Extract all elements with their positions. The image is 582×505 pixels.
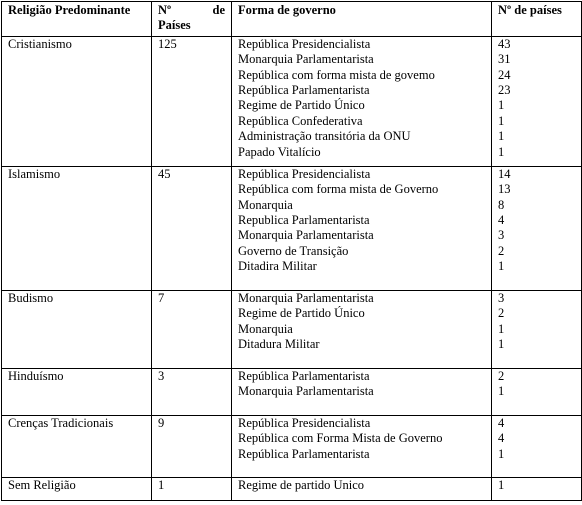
government-form: República Parlamentarista [238, 83, 370, 98]
government-form: Ditadura Militar [238, 337, 320, 352]
government-count: 1 [498, 477, 505, 492]
government-forms-cell [232, 36, 492, 166]
government-count: 14 [498, 166, 511, 181]
countries-cell: 7 [152, 290, 232, 368]
government-forms-cell [232, 415, 492, 477]
government-form: Regime de partido Unico [238, 477, 365, 492]
government-form: Papado Vitalício [238, 144, 321, 159]
government-count: 4 [498, 213, 505, 228]
table-header-row [2, 2, 582, 37]
government-form: Ditadira Militar [238, 259, 317, 274]
religion-cell: Budismo [2, 290, 152, 368]
government-count: 1 [498, 321, 505, 336]
government-form: Administração transitória da ONU [238, 129, 411, 144]
government-count: 4 [498, 431, 505, 446]
religion-cell: Sem Religião [2, 477, 152, 500]
government-form: Monarquia Parlamentarista [238, 290, 374, 305]
government-count: 3 [498, 290, 505, 305]
government-form: Governo de Transição [238, 243, 349, 258]
government-count: 1 [498, 113, 505, 128]
government-count: 1 [498, 98, 505, 113]
government-count: 2 [498, 306, 505, 321]
government-count: 4 [498, 415, 505, 430]
government-forms-cell [232, 368, 492, 415]
religion-cell: Cristianismo [2, 36, 152, 166]
government-forms-cell [232, 166, 492, 290]
government-counts-cell [492, 290, 582, 368]
government-count: 13 [498, 182, 511, 197]
government-form: Regime de Partido Único [238, 98, 365, 113]
government-count: 8 [498, 197, 505, 212]
government-count: 2 [498, 368, 505, 383]
header-countries [152, 2, 232, 37]
government-form: Monarquia Parlamentarista [238, 384, 374, 399]
table-row [2, 36, 582, 166]
government-count: 31 [498, 52, 511, 67]
government-form: República Presidencialista [238, 36, 371, 51]
header-government: Forma de governo [232, 2, 492, 37]
header-countries-paises: Países [158, 18, 191, 33]
government-form: República Presidencialista [238, 166, 371, 181]
religion-cell: Hinduísmo [2, 368, 152, 415]
countries-cell: 125 [152, 36, 232, 166]
government-count: 2 [498, 243, 505, 258]
government-form: Monarquia Parlamentarista [238, 228, 374, 243]
government-count: 1 [498, 144, 505, 159]
government-counts-cell [492, 477, 582, 500]
government-form: República com forma mista de govemo [238, 67, 435, 82]
government-count: 43 [498, 36, 511, 51]
government-count: 1 [498, 384, 505, 399]
government-form: República Presidencialista [238, 415, 371, 430]
government-count: 3 [498, 228, 505, 243]
government-form: Monarquia [238, 321, 293, 336]
government-form: República com Forma Mista de Governo [238, 431, 443, 446]
government-count: 1 [498, 129, 505, 144]
header-countries-de: de [212, 3, 225, 17]
government-form: Republica Parlamentarista [238, 213, 370, 228]
header-countries-number: Nº [158, 3, 172, 17]
header-religion: Religião Predominante [2, 2, 152, 37]
government-count: 1 [498, 446, 505, 461]
government-counts-cell [492, 415, 582, 477]
table-row [2, 290, 582, 368]
government-counts-cell [492, 166, 582, 290]
header-count: Nº de países [492, 2, 582, 37]
table-row [2, 477, 582, 500]
table-row [2, 166, 582, 290]
religion-cell: Islamismo [2, 166, 152, 290]
government-count: 1 [498, 337, 505, 352]
government-count: 23 [498, 83, 511, 98]
government-counts-cell [492, 368, 582, 415]
government-count: 1 [498, 259, 505, 274]
government-form: Regime de Partido Único [238, 306, 365, 321]
government-form: República Parlamentarista [238, 446, 370, 461]
religion-government-table [1, 1, 582, 501]
countries-cell: 3 [152, 368, 232, 415]
government-forms-cell [232, 477, 492, 500]
countries-cell: 45 [152, 166, 232, 290]
countries-cell: 1 [152, 477, 232, 500]
government-form: República Confederativa [238, 113, 363, 128]
religion-cell: Crenças Tradicionais [2, 415, 152, 477]
government-form: Monarquia [238, 197, 293, 212]
government-form: República Parlamentarista [238, 368, 370, 383]
table-row [2, 415, 582, 477]
table-row [2, 368, 582, 415]
government-form: República com forma mista de Governo [238, 182, 439, 197]
countries-cell: 9 [152, 415, 232, 477]
government-count: 24 [498, 67, 511, 82]
government-counts-cell [492, 36, 582, 166]
government-forms-cell [232, 290, 492, 368]
government-form: Monarquia Parlamentarista [238, 52, 374, 67]
table-body [2, 36, 582, 500]
